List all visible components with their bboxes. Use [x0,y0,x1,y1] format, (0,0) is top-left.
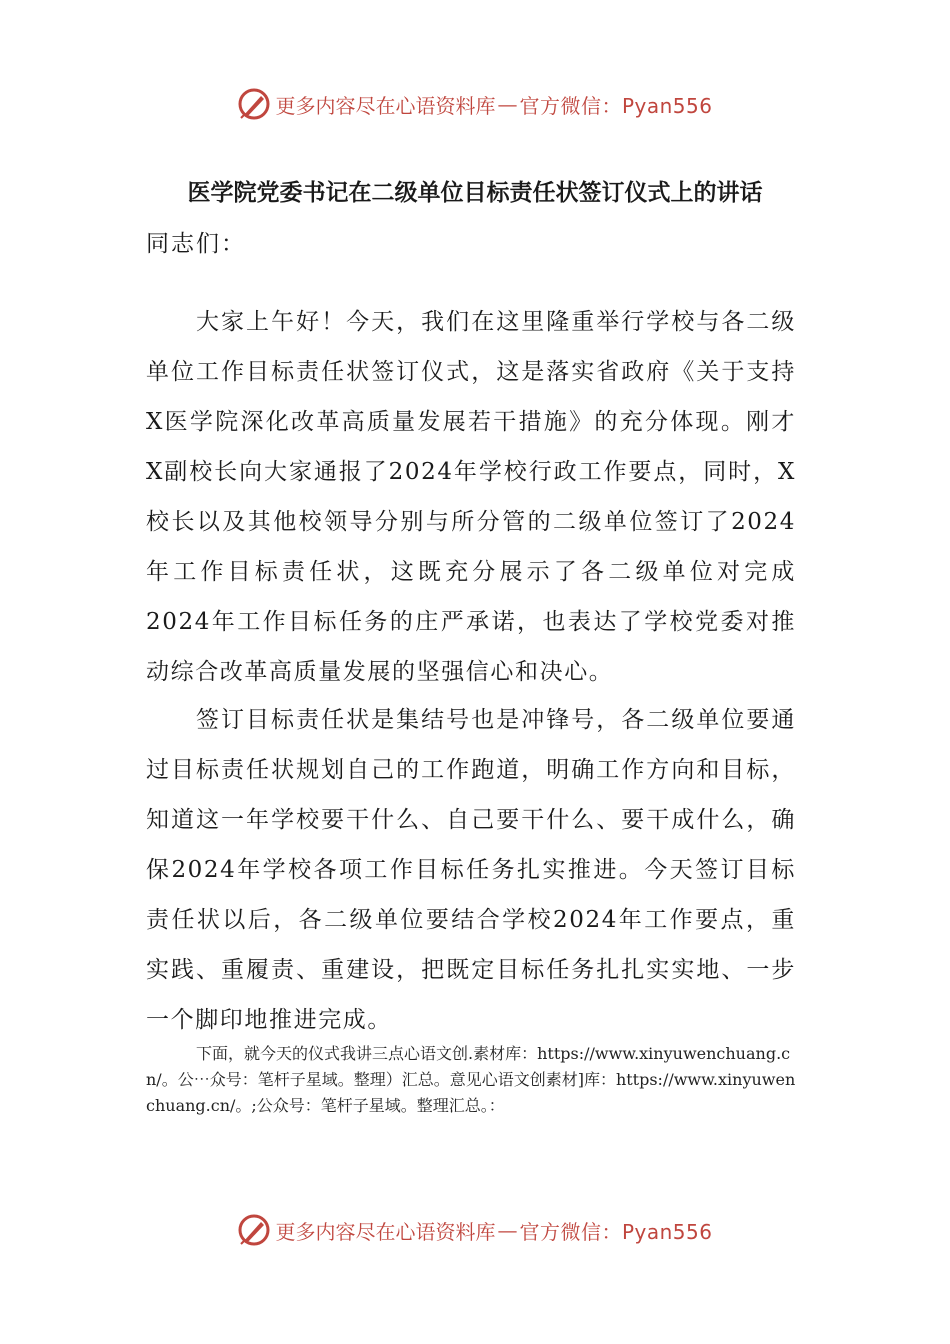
banner-text: 更多内容尽在心语资料库 [275,1219,496,1244]
document-title: 医学院党委书记在二级单位目标责任状签订仪式上的讲话 [187,180,763,206]
footnote-text: 下面，就今天的仪式我讲三点心语文创.素材库：https://www.xinyuwenchuang.cn/。公⋯众号：笔杆子星域。整理）汇总。意见心语文创素材]库：https://www.xinyuwenchuang.cn/。;公众号：笔杆子星域。整理汇总。： [146,1044,796,1115]
paragraph-2: 签订目标责任状是集结号也是冲锋号，各二级单位要通过目标责任状规划自己的工作跑道，明确工作方向和目标，知道这一年学校要干什么、自己要干什么、要干成什么，确保2024年学校各项工作目标任务扎实推进。今天签订目标责任状以后，各二级单位要结合学校2024年工作要点，重实践、重履责、重建设，把既定目标任务扎扎实实地、一步一个脚印地推进完成。 [146,707,796,1033]
paragraph-1: 大家上午好！今天，我们在这里隆重举行学校与各二级单位工作目标责任状签订仪式，这是落实省政府《关于支持X医学院深化改革高质量发展若干措施》的充分体现。刚才X副校长向大家通报了2024年学校行政工作要点，同时，X校长以及其他校领导分别与所分管的二级单位签订了2024年工作目标责任状，这既充分展示了各二级单位对完成2024年工作目标任务的庄严承诺，也表达了学校党委对推动综合改革高质量发展的坚强信心和决心。 [146,309,796,685]
banner-text: 更多内容尽在心语资料库 [275,93,496,118]
header-banner [0,84,950,124]
banner-separator: — [497,1218,518,1242]
pen-logo-icon [237,87,271,121]
banner-wechat: 官方微信：Pyan556 [519,93,713,118]
banner-separator: — [497,92,518,116]
greeting: 同志们： [146,231,246,257]
footer-banner [0,1210,950,1250]
banner-wechat: 官方微信：Pyan556 [519,1219,713,1244]
pen-logo-icon [237,1213,271,1247]
